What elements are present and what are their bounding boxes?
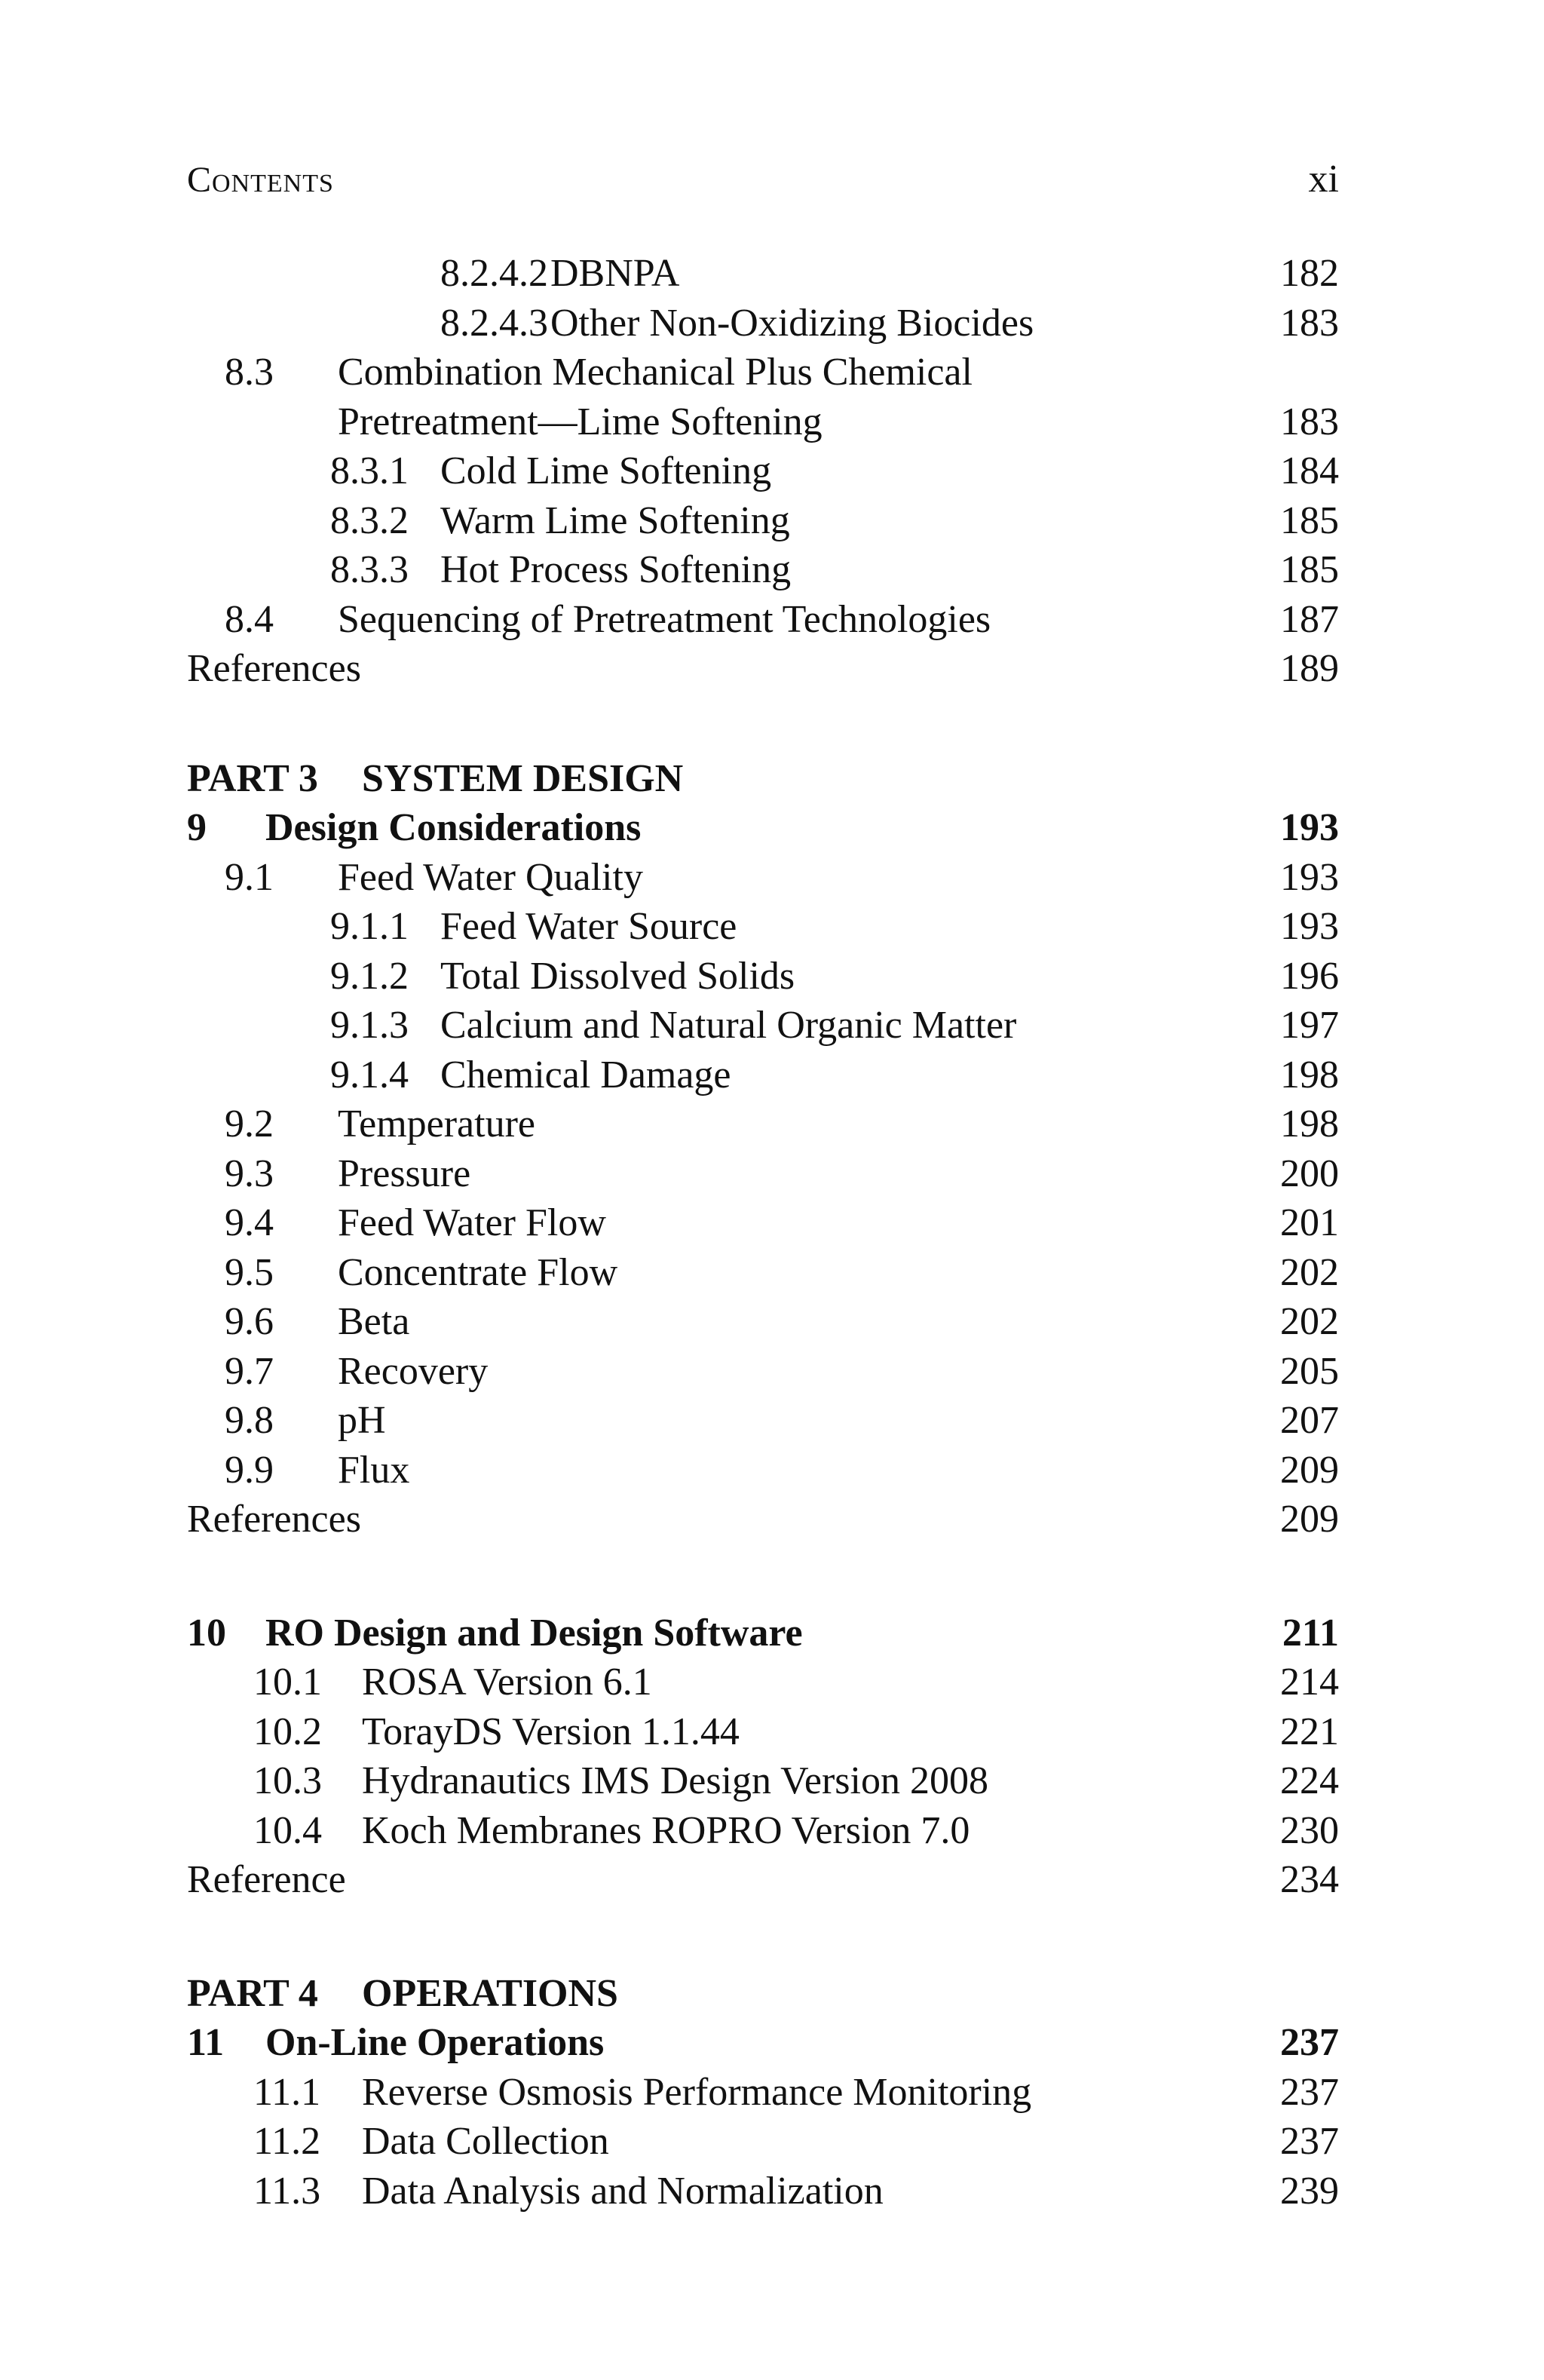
page-ref: 209: [1280, 1448, 1339, 1492]
toc-entry: [187, 397, 1339, 447]
toc-entry: [187, 1149, 1339, 1199]
section-title: Sequencing of Pretreatment Technologies: [338, 597, 991, 641]
toc-entry: [187, 299, 1339, 348]
toc-entry: [187, 853, 1339, 903]
page-ref: 185: [1280, 548, 1339, 591]
page-ref: 187: [1280, 597, 1339, 641]
section-title: Data Collection: [362, 2120, 609, 2163]
section-number: 9.7: [225, 1349, 274, 1393]
toc-entry: [187, 1198, 1339, 1248]
section-number: 9.1: [225, 855, 274, 899]
table-of-contents: [187, 249, 1339, 2216]
page-ref: 202: [1280, 1300, 1339, 1343]
section-title: Feed Water Flow: [338, 1201, 606, 1244]
section-title: DBNPA: [550, 252, 680, 295]
section-number: 9.6: [225, 1300, 274, 1343]
page-ref: 207: [1280, 1399, 1339, 1442]
section-title: Beta: [338, 1300, 410, 1343]
toc-entry: [187, 1396, 1339, 1446]
page-number: xi: [1308, 158, 1339, 201]
section-number: 8.3.3: [330, 548, 409, 591]
section-number: 9.8: [225, 1399, 274, 1442]
toc-entry: [187, 1347, 1339, 1397]
page-ref: 237: [1280, 2070, 1339, 2114]
toc-entry: [187, 496, 1339, 546]
section-number: 9.4: [225, 1201, 274, 1244]
part-title: SYSTEM DESIGN: [362, 756, 684, 800]
section-number: 10.1: [253, 1661, 322, 1704]
toc-entry: [187, 2167, 1339, 2216]
toc-entry: [187, 348, 1339, 397]
section-number: 10: [187, 1611, 226, 1655]
toc-entry: [187, 2068, 1339, 2118]
toc-entry: [187, 1658, 1339, 1707]
page-ref: 193: [1280, 855, 1339, 899]
chapter-title: On-Line Operations: [265, 2021, 605, 2064]
toc-entry: [187, 1050, 1339, 1100]
page-ref: 202: [1280, 1250, 1339, 1294]
toc-entry: [187, 2117, 1339, 2167]
section-number: 9: [187, 806, 207, 849]
section-number: 11.2: [253, 2120, 321, 2163]
running-header: [187, 157, 1339, 201]
toc-entry: [187, 1100, 1339, 1149]
page-ref: 230: [1280, 1808, 1339, 1852]
section-title: Total Dissolved Solids: [440, 954, 795, 998]
page-ref: 185: [1280, 498, 1339, 542]
section-title: Chemical Damage: [440, 1053, 731, 1096]
toc-entry: [187, 1806, 1339, 1856]
section-title: Feed Water Quality: [338, 855, 643, 899]
toc-entry: [187, 754, 1339, 804]
section-title: Pressure: [338, 1152, 471, 1195]
section-title: Calcium and Natural Organic Matter: [440, 1004, 1017, 1047]
page-ref: 201: [1280, 1201, 1339, 1244]
section-title: Recovery: [338, 1349, 489, 1393]
section-title: Warm Lime Softening: [440, 498, 790, 542]
page-ref: 183: [1280, 301, 1339, 345]
section-number: 9.9: [225, 1448, 274, 1492]
section-title: References: [187, 1498, 361, 1541]
section-title: Temperature: [338, 1103, 535, 1146]
section-title: Cold Lime Softening: [440, 449, 772, 492]
page-ref: 198: [1280, 1103, 1339, 1146]
section-number: 9.1.3: [330, 1004, 409, 1047]
toc-entry: [187, 1609, 1339, 1658]
section-title: References: [187, 647, 361, 690]
section-number: 8.2.4.3: [440, 301, 548, 345]
page-ref: 183: [1280, 400, 1339, 443]
part-label: PART 4: [187, 1971, 318, 2015]
page-ref: 197: [1280, 1004, 1339, 1047]
section-title: pH: [338, 1399, 386, 1442]
section-title: Flux: [338, 1448, 410, 1492]
page-ref: 239: [1280, 2169, 1339, 2213]
toc-entry: [187, 1297, 1339, 1347]
page-ref: 214: [1280, 1661, 1339, 1704]
page-ref: 237: [1280, 2120, 1339, 2163]
toc-entry: [187, 1248, 1339, 1298]
section-title: Hot Process Softening: [440, 548, 792, 591]
section-number: 11.1: [253, 2070, 321, 2114]
section-number: 9.2: [225, 1103, 274, 1146]
chapter-title: Design Considerations: [265, 806, 642, 849]
part-title: OPERATIONS: [362, 1971, 618, 2015]
section-title: ROSA Version 6.1: [362, 1661, 652, 1704]
toc-entry: [187, 952, 1339, 1001]
toc-entry: [187, 803, 1339, 853]
section-number: 9.5: [225, 1250, 274, 1294]
section-title: Hydranautics IMS Design Version 2008: [362, 1759, 988, 1802]
page-ref: 237: [1280, 2021, 1339, 2064]
toc-entry: [187, 545, 1339, 595]
section-number: 9.1.4: [330, 1053, 409, 1096]
page-ref: 211: [1282, 1611, 1339, 1655]
section-number: 10.3: [253, 1759, 322, 1802]
section-title: Reference: [187, 1858, 346, 1901]
running-head-title: Contents: [187, 160, 334, 200]
toc-entry: [187, 1756, 1339, 1806]
page-ref: 198: [1280, 1053, 1339, 1096]
toc-entry: [187, 1855, 1339, 1905]
toc-entry: [187, 446, 1339, 496]
page-ref: 205: [1280, 1349, 1339, 1393]
section-title: TorayDS Version 1.1.44: [362, 1710, 740, 1753]
section-number: 10.2: [253, 1710, 322, 1753]
section-number: 8.3.1: [330, 449, 409, 492]
toc-entry: [187, 2018, 1339, 2068]
toc-entry: [187, 902, 1339, 952]
page-ref: 234: [1280, 1858, 1339, 1901]
toc-entry: [187, 1495, 1339, 1544]
page-ref: 224: [1280, 1759, 1339, 1802]
section-title: Pretreatment—Lime Softening: [338, 400, 823, 443]
part-label: PART 3: [187, 756, 318, 800]
page-ref: 189: [1280, 647, 1339, 690]
page-ref: 182: [1280, 252, 1339, 295]
toc-entry: [187, 1001, 1339, 1050]
section-number: 8.3: [225, 351, 274, 394]
page-ref: 200: [1280, 1152, 1339, 1195]
toc-entry: [187, 595, 1339, 645]
section-number: 9.1.1: [330, 905, 409, 948]
page-ref: 196: [1280, 954, 1339, 998]
section-title: Other Non-Oxidizing Biocides: [550, 301, 1034, 345]
section-title: Combination Mechanical Plus Chemical: [338, 351, 973, 394]
section-title: Koch Membranes ROPRO Version 7.0: [362, 1808, 970, 1852]
page-ref: 209: [1280, 1498, 1339, 1541]
chapter-title: RO Design and Design Software: [265, 1611, 803, 1655]
section-number: 11.3: [253, 2169, 321, 2213]
toc-entry: [187, 644, 1339, 694]
section-number: 9.3: [225, 1152, 274, 1195]
section-number: 11: [187, 2021, 225, 2064]
section-number: 10.4: [253, 1808, 322, 1852]
section-title: Feed Water Source: [440, 905, 737, 948]
toc-entry: [187, 1707, 1339, 1757]
toc-entry: [187, 1969, 1339, 2019]
section-title: Concentrate Flow: [338, 1250, 618, 1294]
section-number: 8.2.4.2: [440, 252, 548, 295]
page-ref: 184: [1280, 449, 1339, 492]
section-title: Data Analysis and Normalization: [362, 2169, 884, 2213]
page-ref: 221: [1280, 1710, 1339, 1753]
toc-entry: [187, 1446, 1339, 1495]
section-number: 8.4: [225, 597, 274, 641]
toc-entry: [187, 249, 1339, 299]
section-number: 9.1.2: [330, 954, 409, 998]
section-title: Reverse Osmosis Performance Monitoring: [362, 2070, 1032, 2114]
page-ref: 193: [1280, 806, 1339, 849]
section-number: 8.3.2: [330, 498, 409, 542]
page-ref: 193: [1280, 905, 1339, 948]
